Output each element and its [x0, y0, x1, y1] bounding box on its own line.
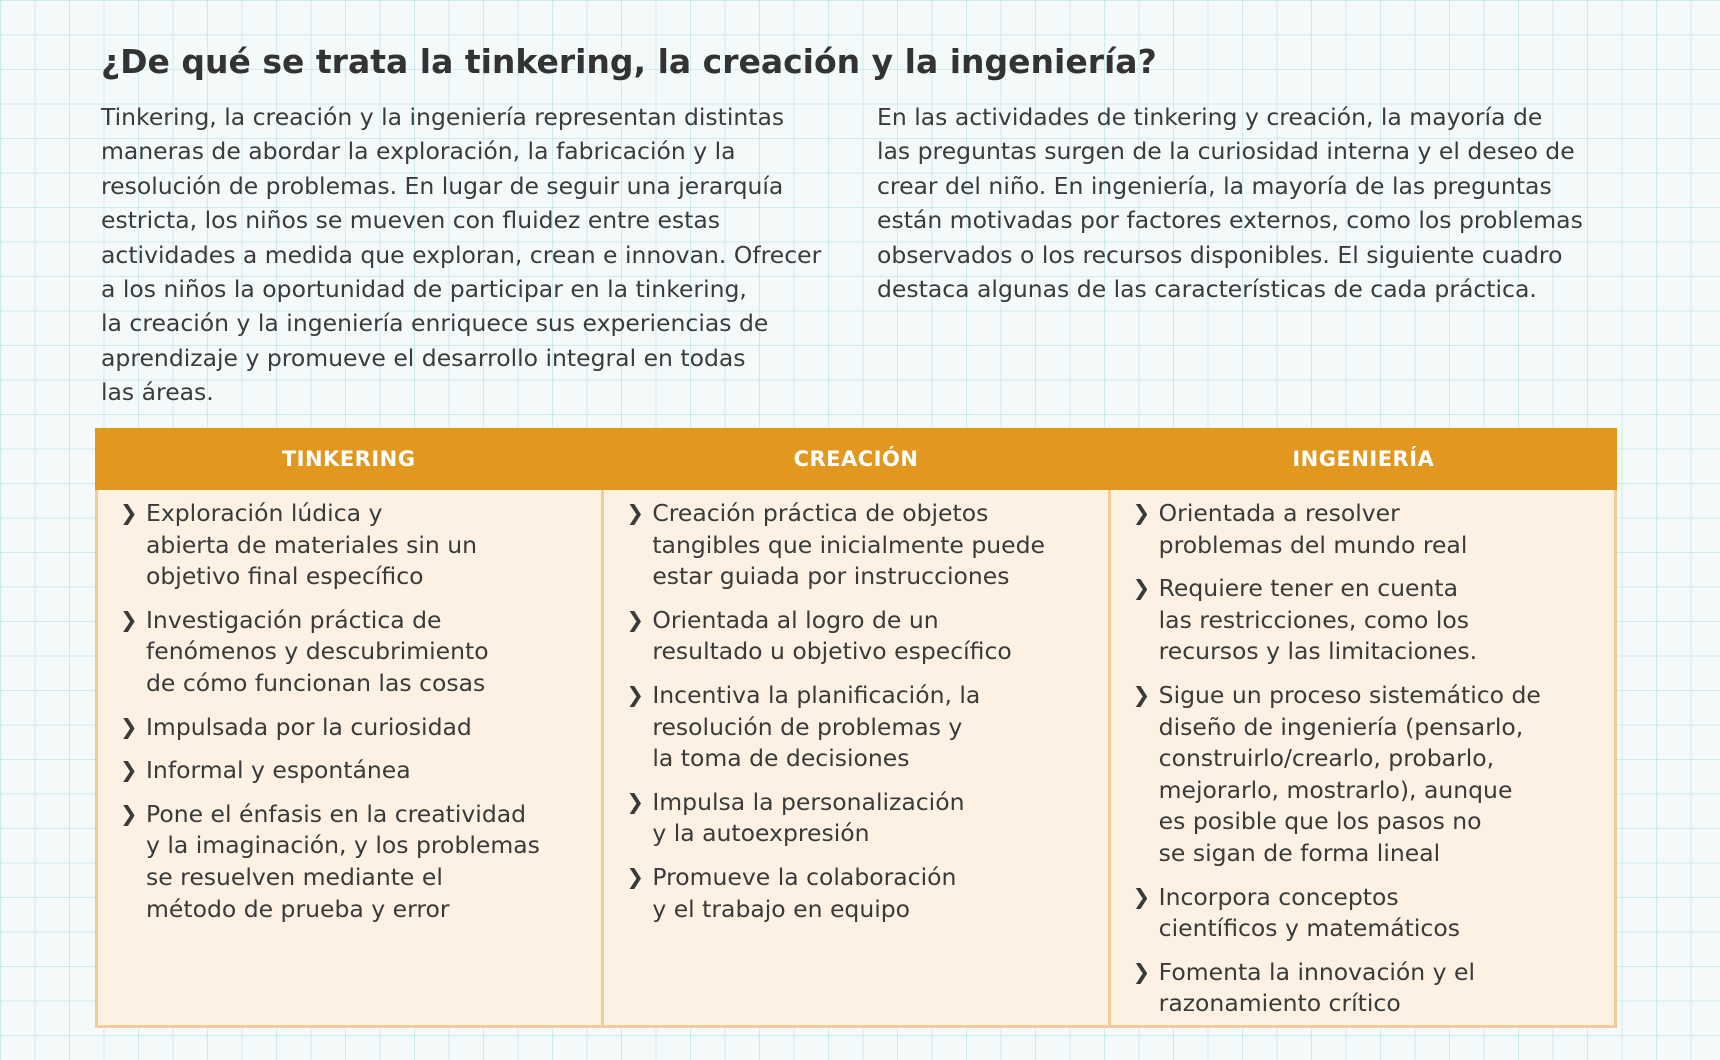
intro-line: están motivadas por factores externos, como los problemas: [877, 206, 1583, 235]
intro-line: Tinkering, la creación y la ingeniería representan distintas: [101, 103, 785, 131]
list-item-line: Incorpora conceptos: [1158, 882, 1399, 911]
intro-line: observados o los recursos disponibles. El siguiente cuadro: [877, 240, 1563, 269]
list-item-line: problemas del mundo real: [1158, 530, 1468, 559]
list-item: [98, 799, 601, 925]
intro-line: destaca algunas de las características de cada práctica.: [877, 275, 1537, 304]
list-item-line: resultado u objetivo específico: [652, 637, 1012, 666]
list-item-line: Creación práctica de objetos: [652, 499, 989, 527]
intro-line: a los niños la oportunidad de participar en la tinkering,: [101, 275, 747, 304]
column-header-creacion: CREACIÓN: [793, 447, 919, 471]
intro-line: crear del niño. En ingeniería, la mayoría de las preguntas: [877, 171, 1552, 200]
column-header-ingenieria: INGENIERÍA: [1292, 447, 1435, 471]
list-item-line: construirlo/crearlo, probarlo,: [1158, 744, 1495, 773]
list-item-line: Pone el énfasis en la creatividad: [146, 799, 527, 828]
chevron-right-icon: ❯: [120, 758, 138, 783]
list-item-line: de cómo funcionan las cosas: [146, 668, 486, 697]
list-item-line: se resuelven mediante el: [146, 862, 443, 891]
list-item-line: Orientada a resolver: [1158, 499, 1400, 527]
list-item-line: Exploración lúdica y: [146, 499, 383, 527]
chevron-right-icon: ❯: [120, 801, 138, 826]
list-item-line: fenómenos y descubrimiento: [146, 637, 489, 666]
list-item-line: Informal y espontánea: [146, 756, 411, 785]
list-item-line: Orientada al logro de un: [652, 605, 939, 634]
comparison-table: [95, 428, 1617, 1028]
list-item: [98, 712, 601, 744]
list-item-line: es posible que los pasos no: [1158, 807, 1482, 836]
column-ingenieria: [1111, 490, 1614, 1025]
list-item-line: Investigación práctica de: [146, 605, 442, 634]
list-item: [1111, 498, 1614, 561]
list-item-line: Fomenta la innovación y el: [1158, 957, 1475, 986]
chevron-right-icon: ❯: [626, 682, 644, 707]
list-item-line: científicos y matemáticos: [1158, 914, 1460, 943]
list-item-line: estar guiada por instrucciones: [652, 562, 1010, 591]
intro-line: las preguntas surgen de la curiosidad interna y el deseo de: [877, 137, 1575, 166]
list-item: [1111, 957, 1614, 1020]
list-item: [604, 787, 1107, 850]
list-item-line: la toma de decisiones: [652, 744, 910, 773]
intro-line: estricta, los niños se mueven con fluidez entre estas: [101, 206, 721, 235]
chevron-right-icon: ❯: [1132, 576, 1151, 601]
list-item-line: razonamiento crítico: [1158, 989, 1401, 1018]
list-item-line: las restricciones, como los: [1158, 605, 1470, 634]
chevron-right-icon: ❯: [120, 714, 138, 739]
intro-paragraph-left: [101, 100, 841, 410]
list-item: [98, 498, 601, 593]
intro-line: maneras de abordar la exploración, la fabricación y la: [101, 137, 736, 166]
list-item-line: objetivo final específico: [146, 562, 424, 591]
intro-line: la creación y la ingeniería enriquece sus experiencias de: [101, 309, 769, 338]
chevron-right-icon: ❯: [1132, 682, 1151, 707]
chevron-right-icon: ❯: [626, 789, 644, 814]
chevron-right-icon: ❯: [120, 607, 138, 632]
list-item-line: Promueve la colaboración: [652, 862, 957, 891]
list-item-line: y la imaginación, y los problemas: [146, 831, 540, 860]
list-item-line: Sigue un proceso sistemático de: [1158, 680, 1541, 709]
page-title: ¿De qué se trata la tinkering, la creación y la ingeniería?: [101, 42, 1157, 81]
list-item-line: abierta de materiales sin un: [146, 530, 478, 559]
intro-line: las áreas.: [101, 378, 214, 407]
list-item: [604, 605, 1107, 668]
column-header-tinkering: TINKERING: [281, 447, 416, 471]
list-item-line: método de prueba y error: [146, 894, 450, 923]
list-item-line: Impulsa la personalización: [652, 787, 965, 816]
list-item: [1111, 882, 1614, 945]
chevron-right-icon: ❯: [1132, 884, 1151, 909]
bullet-list: [1111, 490, 1614, 1020]
list-item-line: se sigan de forma lineal: [1158, 838, 1441, 867]
chevron-right-icon: ❯: [626, 607, 644, 632]
chevron-right-icon: ❯: [120, 501, 138, 525]
list-item: [98, 755, 601, 787]
table-body: [98, 490, 1614, 1025]
column-creacion: [604, 490, 1110, 1025]
list-item-line: diseño de ingeniería (pensarlo,: [1158, 712, 1524, 741]
chevron-right-icon: ❯: [626, 501, 644, 525]
list-item: [1111, 573, 1614, 668]
list-item-line: Requiere tener en cuenta: [1158, 574, 1459, 603]
list-item-line: Impulsada por la curiosidad: [146, 712, 472, 741]
list-item-line: tangibles que inicialmente puede: [652, 530, 1046, 559]
list-item-line: resolución de problemas y: [652, 712, 963, 741]
list-item-line: y el trabajo en equipo: [652, 894, 911, 923]
list-item: [1111, 680, 1614, 870]
list-item: [604, 862, 1107, 925]
column-tinkering: [98, 490, 604, 1025]
intro-line: En las actividades de tinkering y creación, la mayoría de: [877, 103, 1543, 131]
list-item-line: y la autoexpresión: [652, 819, 870, 848]
list-item-line: recursos y las limitaciones.: [1158, 637, 1478, 666]
list-item: [604, 498, 1107, 593]
list-item: [98, 605, 601, 700]
intro-line: actividades a medida que exploran, crean e innovan. Ofrecer: [101, 240, 822, 269]
list-item-line: Incentiva la planificación, la: [652, 680, 981, 709]
table-header-row: [95, 428, 1617, 490]
list-item-line: mejorarlo, mostrarlo), aunque: [1158, 775, 1513, 804]
intro-paragraph-right: [877, 100, 1617, 306]
intro-line: aprendizaje y promueve el desarrollo integral en todas: [101, 343, 746, 372]
list-item: [604, 680, 1107, 775]
chevron-right-icon: ❯: [626, 864, 644, 889]
bullet-list: [604, 490, 1107, 925]
bullet-list: [98, 490, 601, 925]
chevron-right-icon: ❯: [1132, 959, 1151, 984]
chevron-right-icon: ❯: [1132, 501, 1151, 525]
intro-line: resolución de problemas. En lugar de seguir una jerarquía: [101, 171, 784, 200]
